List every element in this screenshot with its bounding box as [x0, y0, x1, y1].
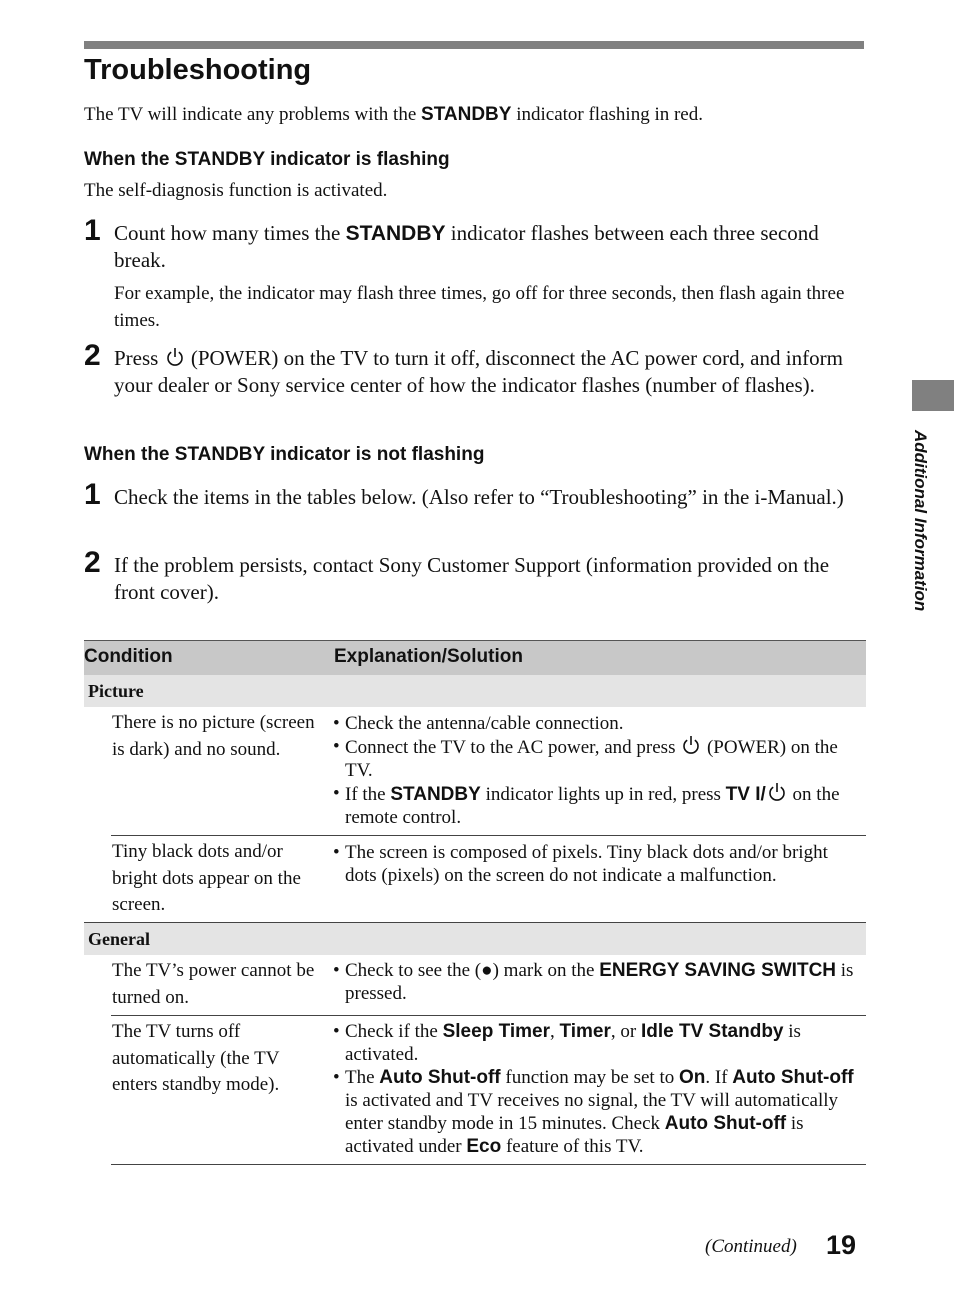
explanation-cell	[333, 1016, 866, 1158]
intro-text: The TV will indicate any problems with the STANDBY indicator flashing in red.	[84, 104, 703, 125]
step-number: 2	[84, 546, 101, 579]
section-tab	[912, 380, 954, 411]
flashing-heading: When the STANDBY indicator is flashing	[84, 149, 450, 170]
page-title: Troubleshooting	[84, 54, 312, 86]
bullet-item: • The screen is composed of pixels. Tiny black dots and/or bright dots (pixels) on the screen do not indicate a malfunction.	[333, 841, 858, 887]
page-number: 19	[826, 1230, 857, 1260]
not-flashing-step-1	[84, 478, 854, 511]
bullet-item: • Check to see the (●) mark on the ENERGY SAVING SWITCH is pressed.	[333, 959, 858, 1005]
table-row	[111, 1016, 866, 1165]
step-text: If the problem persists, contact Sony Customer Support (information provided on the front cover).	[114, 553, 830, 604]
column-header-explanation: Explanation/Solution	[334, 646, 523, 667]
table-row	[111, 707, 866, 836]
step-text: Press (POWER) on the TV to turn it off, disconnect the AC power cord, and inform your dealer or Sony service center of how the indicator flashes (number of flashes).	[114, 346, 843, 397]
step-number: 1	[84, 478, 101, 511]
explanation-cell	[333, 707, 866, 829]
side-label: Additional Information	[911, 430, 930, 612]
top-rule	[84, 41, 864, 49]
step-number: 2	[84, 339, 101, 372]
troubleshooting-table	[84, 640, 866, 1165]
step-number: 1	[84, 214, 101, 247]
flashing-step-2	[84, 339, 854, 399]
bullet-item: • Check if the Sleep Timer, Timer, or Idle TV Standby is activated.	[333, 1020, 858, 1066]
continued-note: (Continued)	[705, 1236, 797, 1257]
not-flashing-heading: When the STANDBY indicator is not flashing	[84, 444, 485, 465]
section-label: Picture	[88, 681, 144, 701]
condition-cell: Tiny black dots and/or bright dots appear on the screen.	[112, 841, 301, 915]
step-text: Count how many times the STANDBY indicator flashes between each three second break.	[114, 221, 819, 272]
power-icon	[768, 782, 786, 802]
flashing-step-1	[84, 214, 854, 334]
table-header	[84, 640, 866, 675]
power-icon	[682, 735, 700, 755]
step-note: For example, the indicator may flash three times, go off for three seconds, then flash again three times.	[114, 283, 845, 331]
not-flashing-step-2	[84, 546, 854, 606]
filled-circle-mark-icon: ●	[481, 960, 493, 981]
bullet-item: • Check the antenna/cable connection.	[333, 712, 858, 735]
bullet-item: • Connect the TV to the AC power, and press (POWER) on the TV.	[333, 735, 858, 782]
table-row	[111, 955, 866, 1016]
section-label: General	[88, 929, 150, 949]
column-header-condition: Condition	[84, 646, 173, 667]
side-label-container	[905, 430, 935, 635]
explanation-cell	[333, 955, 866, 1005]
section-row-picture	[84, 675, 866, 707]
condition-cell: The TV turns off automatically (the TV enters standby mode).	[112, 1021, 280, 1095]
table-row	[111, 836, 866, 922]
bullet-item: • The Auto Shut-off function may be set to On. If Auto Shut-off is activated and TV receives no signal, the TV will automatically enter standby mode in 15 minutes. Check Auto Shut-off is activated under Eco feature of this TV.	[333, 1066, 858, 1158]
explanation-cell	[333, 836, 866, 887]
flashing-subtext: The self-diagnosis function is activated.	[84, 180, 388, 201]
bullet-item: • If the STANDBY indicator lights up in red, press TV I/ on the remote control.	[333, 782, 858, 829]
step-text: Check the items in the tables below. (Also refer to “Troubleshooting” in the i-Manual.)	[114, 485, 844, 509]
condition-cell: The TV’s power cannot be turned on.	[112, 960, 315, 1008]
power-icon	[166, 347, 184, 367]
section-row-general	[84, 922, 866, 955]
condition-cell: There is no picture (screen is dark) and no sound.	[112, 712, 315, 760]
